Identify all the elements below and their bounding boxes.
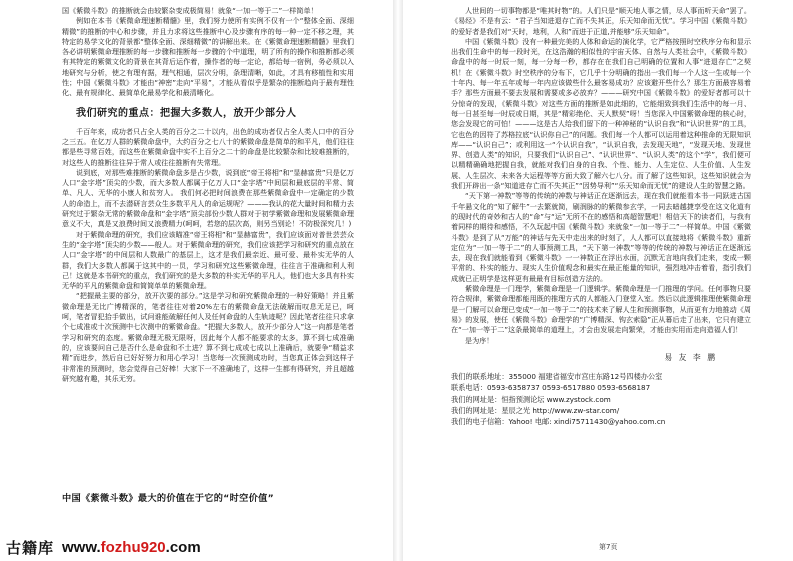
right-paragraph-1: 人世间的一切事物都是“唯其时物”的。人们只是“顺天地人事之情，尽人事而听天命”罢了。《易经》不是有云：“君子当知进退存亡而不失其正，乐天知命而无忧”。学习中国《紫微斗数》的爱好者是我们对“天时，地利，人和”而进于正道,并能够“乐天知命”。 [451, 6, 751, 36]
contact-website-1: 我们的网址是：恒指预测论坛 www.zystock.com [451, 394, 611, 404]
contact-address: 我们的联系地址：355000 福建省福安市宫庄东路12号四楼办公室 [451, 371, 663, 381]
site-watermark [0, 534, 246, 561]
left-paragraph-2: 例如在本书《紫微命理速断精髓》里，我们努力使所有实例不仅有一个“整体全面、深细精微”的推断的中心和步骤，并且力求将这些推断中心及步骤有序的每一种一定不移之理，其特定的易学文化的背景都“整体全面、深细精微”的讲解出来。在《紫微命理速断精髓》里我们各必讲明紫微命理推断的每一步骤和推断每一步骤的个中道理，明了所有的操作和推断都必须有其特定的紫微文化的背景在其背后运作着，操作者的每一定论，都给每一宿例，务必须以入地研究与分析，使之有理有据，理气相通，层次分明，条理清晰，如此，才具有移植性和实用性；中国《紫微斗数》才能由“神密”走向“平易”，才能从看似乎是繁杂的推断趋向于最有理性化、最有规律化、最简单化最易学化和最清晰化。 [62, 16, 354, 98]
contact-phone: 联系电话：0593-6358737 0593-6517880 0593-6568187 [451, 383, 651, 393]
right-paragraph-4: 紫微命理是一门理学，紫微命理是一门逻辑学。紫微命理是一门推理的学问。任何事物只要符合规律，紫微命理都能用既的推理方式的人都能入门登堂入室。然后以此逻辑推理使紫微命理是一门解可以命理已变成“一加一等于二”的技术来了解人生和预测事物，从而更有力地推动《周易》的发展，使任《紫微斗数》命理学的“广博精深、钩玄索隐”正从幕后走了出来，它只有建立在“一加一等于二”这条最简单的道理上，才会由发展走向繁荣，才能由实用而走向造福人们！ [451, 284, 751, 335]
contact-email: 我们的电子信箱：Yahoo! 电邮: xindi75711430@yahoo.com.cn [451, 417, 666, 427]
watermark-url [62, 539, 201, 556]
author-signature: 易 友 李 鹏 [664, 352, 717, 362]
book-gutter [393, 0, 403, 561]
contact-block [451, 371, 751, 428]
left-page [0, 0, 393, 561]
watermark-site-name: 古籍库 [6, 539, 55, 557]
right-page [403, 0, 793, 561]
bottom-section-heading: 中国《紫微斗数》最大的价值在于它的“时空价值” [62, 493, 274, 504]
page-number-right: 第7页 [599, 543, 618, 551]
watermark-url-highlight: fozhu920 [100, 539, 166, 556]
right-paragraph-5: 是为序！ [465, 335, 494, 345]
contact-website-2: 我们的网址是：星辰之光 http://www.zw-star.com/ [451, 406, 620, 416]
right-paragraph-3: “天下第一神数”等等的传统的神数与神话正在逐渐远去，现在我们就能看本书一同跃进古国千年悬文化的“知了解牛”一去繁就简，刷润脉的的紫微参玄学，一同去暗越捷享受在这文化道有的现时代的奇妙和古人的“命”与“运”无所不在的感悟和高超智慧吧！相信天下的读者们，与我有着同样的期待和感悟，不久玩起中国《紫微斗数》来就象“一加一等于二”一样简单。中国《紫微斗数》是到了从“万能”的神话与先天中走出来的时刻了，人人都可以直接地将《紫微斗数》重新定位为“一加一等于二”的人事预测工具，“天下第一神数”等等的传统的神数与神话正在逐渐远去，现在我们就能看到《紫微斗数》一一神数正在浮出水面，沉默无言地向我们走来，变成一颗平常的、朴实的能力、现实人生价值观念和最实在最正能量的知识，强烈地冲击着看，指引我们成就已正明学是这样更有最最有目标创造方法的。 [451, 191, 751, 283]
left-paragraph-3: 千百年来，成功者只占全人类的百分之二十以内，出色的成功者仅占全人类人口中的百分之三五。在亿万人群的紫微命盘中，大约百分之七八十的紫微命盘是简单的和平凡，他们往往都是些寻常百姓，而这些在紫微命盘中实不上百分之二十的命盘是比较繁杂和比较难推断的，对这些人的推断往往异于常人或往往推断有失常理。 [62, 126, 354, 167]
left-text-column [62, 6, 354, 384]
right-paragraph-2: 中国《紫微斗数》没有一种最完美的人体和命运的演化学，它严格按照时空秩序分布和显示出我们生命中的每一段时光，在这浩瀚的相似性的宇宙天体、自然与人类社会中，《紫微斗数》命盘中的每一时辰一刻，每一分每一秒，都存在在我们自己明确的位置和人事“进退存亡”之契机！在《紫微斗数》时空秩序的分布下，它几乎十分明确的指出一我们每一个人这一生或每一个十年内、每一年五年或每一年内应该做些什么最客易成功？应该避开些什么？那生方面最容易着手？那些方面最不要去发展和需要或多必放弃？———研究中国《紫微斗数》的爱好者都可以十分惊奇的发现，《紫微斗数》对这些方面的推断是如此细的，它能细致到我们生活中的每一月、每一日甚至每一时辰或日期，其是“精彩绝伦、天人默契”呀！当您深入中国紫微命理的核心时，您会发现它的可怕！———这是古人给我们留下的一种神秘的“认识自我”和“认识世界”的工具，它也色的因符了苏格拉底“认识你自己”的问题。我们每一个人都可以运用着这种推命的无限知识库——“认识自己”；或利用这一“个认识自我”，“认识自我，去发现天地”，“发现天地、发现世界、创造人类”的知识，只要我们“认识自己”、“认识世界”、“认识人类”的这个“学”，我们便可以精精确确地把握自我，就能对我们自身的自我、个性、能力、人生定位、人生价值、人生发展、人生层次、未来各大运程等等方面大致了解六七八分。而了解了这些知识，这些知识就会为我们开辟出一条“知道进存亡而不失其正”“因势导利”“乐天知命而无忧”的建设人生的智慧之路。 [451, 36, 751, 191]
right-text-column [451, 6, 751, 428]
left-paragraph-5: 对于紫微命理的研究，我们应该瞄准“帝王将相”和“显赫富贵”，我们应该面对普世芸芸众生的“金字塔”顶尖的少数——般人。对于紫微命理的研究，我们应该把学习和研究的重点放在人口“金字塔”的中间层和人数最广的基层上，这才是我们最亲近、最可爱、最朴实无华的人群，我们大多数人都属于这其中的一员，学习和研究这些紫微命理，往往言于准确和利人利己！这就是本书研究的重点，我们研究的是大多数的朴实无华的平凡人，他们也大多具有朴实无华的平凡的紫微命盘和简简单单的紫微命理。 [62, 229, 354, 291]
left-paragraph-4: 说到底，对那些难推断的紫微命盘多是占少数，说到底“帝王将相”和“显赫富贵”只是亿万人口“金字塔”顶尖的少数，而大多数人都属于亿万人口“金字塔”中间层和最底层的平常、简单、凡人、无华的小康人和贫穷人。 我们何必把时间浪费在那些紫微命盘中一定确定的少数人的命造上，而不去潜研言芸众生多数平凡人的命运规呢？———我认的花大量时间和精力去研究过于繁杂无常的紫微命盘和“金字塔”顶尖部份少数人群对于初学紫微命理和发展紫微命理意义不大，真是又浪费时间又浪费精力(呵呵，若您的层次高，则另当别论！不防极深究几！) [62, 167, 354, 229]
left-paragraph-6: “把握最主要的部分，放开次要的部分。”这是学习和研究紫微命理的一种好策略！并且紫微命理是无比广博精深的，笔者往往对着20%左右的紫微命盘无法破解而叹息无足已，呵呵，笔者冒犯拾手做出，试问谁能破解任何人及任何命盘的人生轨迹呢？因此笔者往往只求拿个七成准或十次预测中七次测中的紫微命盘。“把握大多数人，放开少部分人”这一向都是笔者学习和研究的态度。紫微命理无极无限呀，因此每个人都不能要求的太多，算不到七成准确的，应该要问自己是否什么是命盘和不土进？算不到七成或七成以上准确后，就要争“精益求精”而进步，然后自已好好努力和用心学习！当您每一次预测成功时，当您真正体会到这样子非常准的预测时，您会觉得自己好棒！大家下一不准确地了，这样一生都有得研究，并且超越研究越有趣，其乐无穷。 [62, 291, 354, 383]
left-paragraph-1: 国《紫微斗数》的推断就会由较繁杂变成极简易！就象“一加一等于二”一样简单！ [62, 6, 318, 15]
section-heading: 我们研究的重点：把握大多数人，放开少部分人 [76, 107, 297, 119]
watermark-url-prefix: www. [62, 539, 101, 556]
watermark-url-suffix: .com [165, 539, 201, 556]
